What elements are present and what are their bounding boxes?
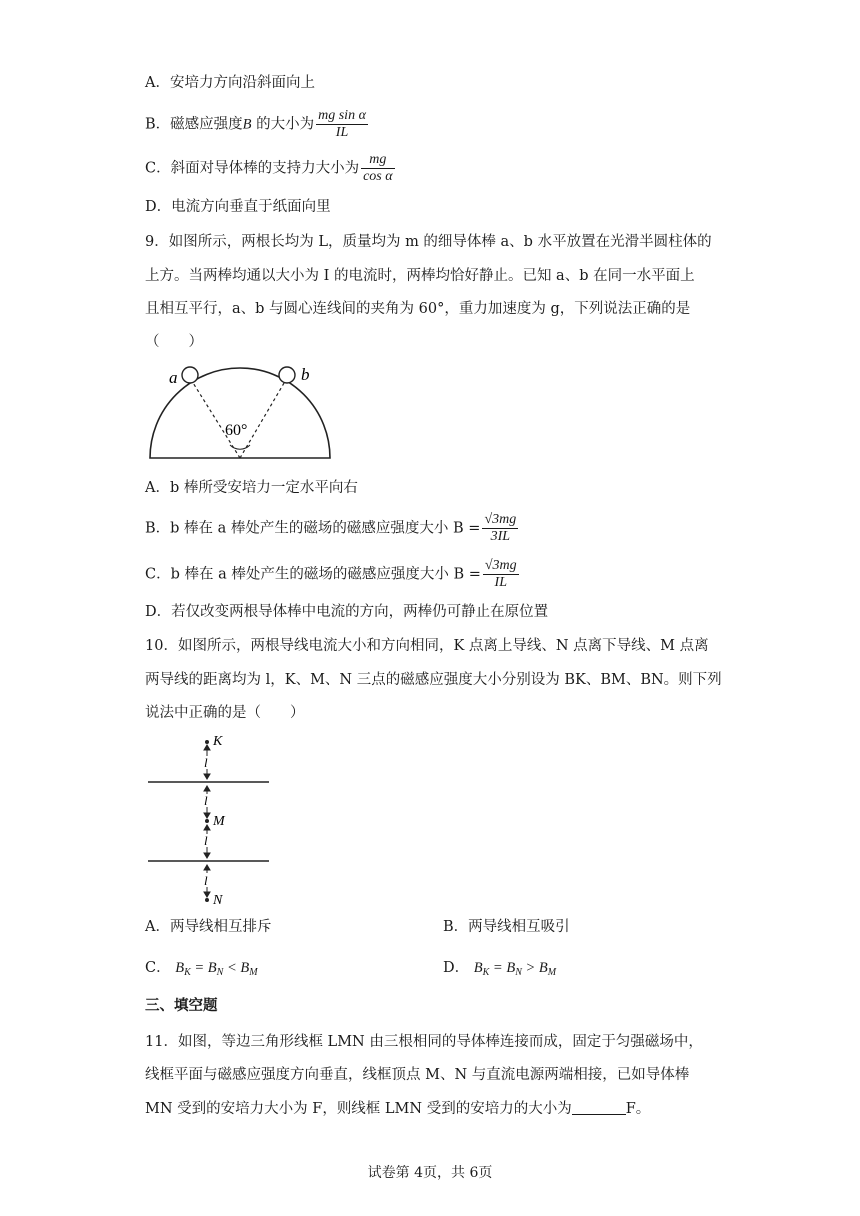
q11-stem-line1: 11．如图，等边三角形线框 LMN 由三根相同的导体棒连接而成，固定于匀强磁场中， <box>145 1034 703 1050</box>
distance-label-4: l <box>204 873 208 888</box>
rod-b-label: b <box>301 365 310 384</box>
q11-stem-line2: 线框平面与磁感应强度方向垂直，线框顶点 M、N 与直流电源两端相接，已如导体棒 <box>145 1067 690 1083</box>
distance-label-3: l <box>204 833 208 848</box>
fraction-denominator: IL <box>335 125 349 140</box>
fraction-numerator: mg <box>361 152 395 169</box>
angle-label: 60° <box>225 422 248 439</box>
q9-option-b-text: B．b 棒在 a 棒处产生的磁场的磁感应强度大小 B = <box>145 520 481 537</box>
q9-stem-line3: 且相互平行，a、b 与圆心连线间的夹角为 60°，重力加速度为 g，下列说法正确的是 <box>145 301 691 317</box>
q9-stem-line2: 上方。当两棒均通以大小为 I 的电流时，两棒均恰好静止。已知 a、b 在同一水平面上 <box>145 268 695 284</box>
fraction-denominator: 3IL <box>490 529 511 544</box>
q8-option-c-text: C．斜面对导体棒的支持力大小为 <box>145 160 360 177</box>
q9-option-b-fraction <box>482 512 518 545</box>
q8-option-b-text: B．磁感应强度 <box>145 116 243 133</box>
q9-option-b <box>145 512 518 545</box>
point-k-label: K <box>213 734 223 749</box>
q10-option-d-expr: $B_K = B_N > B_M$ <box>473 960 557 978</box>
q9-stem-line1: 9．如图所示，两根长均为 L，质量均为 m 的细导体棒 a、b 水平放置在光滑半圆柱体的 <box>145 234 712 250</box>
fraction-numerator: √3mg <box>484 512 517 527</box>
q10-option-c-expr: $B_K = B_N < B_M$ <box>175 960 258 978</box>
q9-answer-paren: （ ） <box>145 334 203 350</box>
point-n-label: N <box>213 893 223 908</box>
section-title: 三、填空题 <box>145 997 218 1014</box>
fraction-denominator: cos α <box>363 169 393 184</box>
fraction-numerator: √3mg <box>484 558 517 573</box>
q11-stem-line3-text: MN 受到的安培力大小为 F，则线框 LMN 受到的安培力的大小为 <box>145 1101 572 1117</box>
point-m-dot <box>205 819 209 823</box>
q10-option-c-label: C． <box>145 960 171 976</box>
q10-option-d-label: D． <box>443 960 470 976</box>
q8-option-b <box>145 108 368 141</box>
q10-stem-line1: 10．如图所示，两根导线电流大小和方向相同，K 点离上导线、N 点离下导线、M 点离 <box>145 638 709 654</box>
q8-option-b-symbol: B <box>242 116 252 133</box>
q10-wire-figure <box>145 730 275 910</box>
q10-stem-line3: 说法中正确的是（ ） <box>145 705 305 721</box>
q11-stem-line3-suffix: F。 <box>625 1101 651 1117</box>
q8-option-b-fraction <box>316 108 368 141</box>
q9-semicircle-figure <box>145 362 345 462</box>
q10-option-c <box>145 958 258 983</box>
q8-option-b-mid: 的大小为 <box>251 116 315 133</box>
q9-option-a: A．b 棒所受安培力一定水平向右 <box>145 480 358 496</box>
rod-b-circle <box>279 367 295 383</box>
q8-option-c-fraction <box>361 152 395 185</box>
radius-line-b <box>240 378 287 458</box>
rod-a-circle <box>182 367 198 383</box>
point-m-label: M <box>213 814 225 829</box>
rod-a-label: a <box>169 368 178 387</box>
q10-stem-line2: 两导线的距离均为 l，K、M、N 三点的磁感应强度大小分别设为 BK、BM、BN。则下列 <box>145 672 722 688</box>
radius-line-a <box>190 378 240 458</box>
fraction-numerator: mg sin α <box>318 108 366 123</box>
point-k-dot <box>205 740 209 744</box>
q8-option-c <box>145 152 395 185</box>
distance-label-1: l <box>204 755 208 770</box>
q10-option-b: B．两导线相互吸引 <box>443 919 570 935</box>
answer-blank[interactable] <box>572 1100 626 1115</box>
q11-stem-line3 <box>145 1099 650 1119</box>
page-footer: 试卷第 4页，共 6页 <box>367 1165 493 1181</box>
q8-option-a: A．安培力方向沿斜面向上 <box>145 75 315 91</box>
q9-option-d: D．若仅改变两根导体棒中电流的方向，两棒仍可静止在原位置 <box>145 604 549 620</box>
point-n-dot <box>205 898 209 902</box>
q9-option-c <box>145 558 519 591</box>
q10-option-d <box>443 958 556 983</box>
fraction-denominator: IL <box>494 575 507 590</box>
q9-option-c-text: C．b 棒在 a 棒处产生的磁场的磁感应强度大小 B = <box>145 566 481 583</box>
q10-option-a: A．两导线相互排斥 <box>145 919 272 935</box>
q9-option-c-fraction <box>483 558 519 591</box>
distance-label-2: l <box>204 793 208 808</box>
q8-option-d: D．电流方向垂直于纸面向里 <box>145 199 331 215</box>
